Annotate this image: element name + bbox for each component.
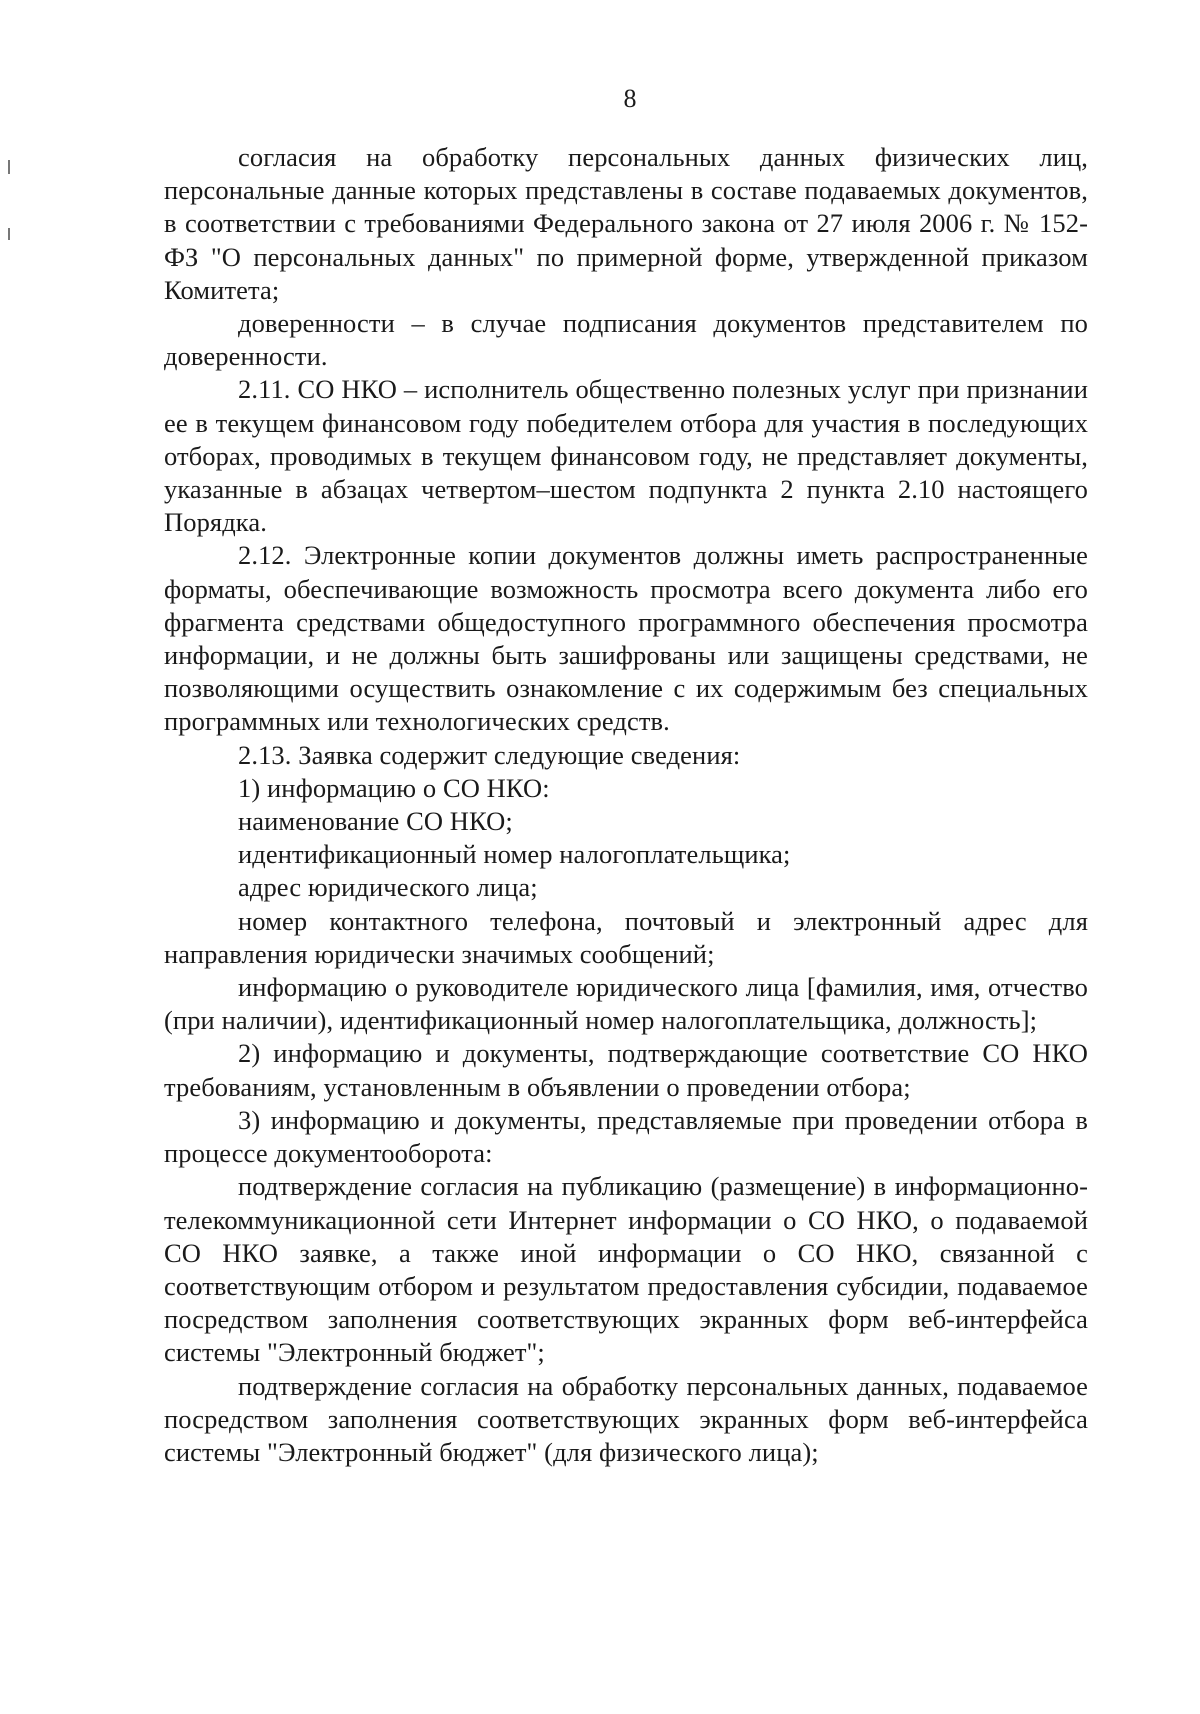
list-item-address: адрес юридического лица; [238, 872, 538, 903]
list-item-publication-consent: подтверждение согласия на публикацию (размещение) в информационно-телекоммуникационной сети Интернет информации о СО НКО, о подаваемой СО НКО заявке, а также иной информации о СО НКО, связанной с соответствующим отбором и результатом предоставления субсидии, подаваемое посредством заполнения соответствующих экранных форм веб-интерфейса системы "Электронный бюджет"; [164, 1171, 1088, 1368]
paragraph-2-12: 2.12. Электронные копии документов должны иметь распространенные форматы, обеспечивающие возможность просмотра всего документа либо его фрагмента средствами общедоступного программного обеспечения просмотра информации, и не должны быть зашифрованы или защищены средствами, не позволяющими осуществить ознакомление с их содержимым без специальных программных или технологических средств. [164, 540, 1088, 737]
scan-margin-mark [8, 160, 10, 174]
paragraph-consent-personal-data: согласия на обработку персональных данных физических лиц, персональные данные которых представлены в составе подаваемых документов, в соответствии с требованиями Федерального закона от 27 июля 2006 г. № 152-ФЗ "О персональных данных" по примерной форме, утвержденной приказом Комитета; [164, 142, 1088, 305]
list-item-inn: идентификационный номер налогоплательщика; [238, 839, 791, 870]
scan-margin-mark [8, 228, 10, 240]
paragraph-power-of-attorney: доверенности – в случае подписания документов представителем по доверенности. [164, 308, 1088, 372]
list-item-3: 3) информацию и документы, представляемые при проведении отбора в процессе документооборота: [164, 1104, 1088, 1169]
paragraph-2-11: 2.11. СО НКО – исполнитель общественно полезных услуг при признании ее в текущем финансовом году победителем отбора для участия в последующих отборах, проводимых в текущем финансовом году, не представляет документы, указанные в абзацах четвертом–шестом подпункта 2 пункта 2.10 настоящего Порядка. [164, 374, 1088, 538]
list-item-1: 1) информацию о СО НКО: [238, 772, 550, 803]
list-item-head-info: информацию о руководителе юридического лица [фамилия, имя, отчество (при наличии), идентификационный номер налогоплательщика, должность]; [164, 972, 1088, 1036]
list-item-contacts: номер контактного телефона, почтовый и электронный адрес для направления юридически значимых сообщений; [164, 905, 1088, 969]
list-item-personal-data-consent: подтверждение согласия на обработку персональных данных, подаваемое посредством заполнения соответствующих экранных форм веб-интерфейса системы "Электронный бюджет" (для физического лица); [164, 1370, 1088, 1467]
list-item-name: наименование СО НКО; [238, 806, 513, 837]
page-number: 8 [623, 84, 637, 113]
paragraph-2-13: 2.13. Заявка содержит следующие сведения: [238, 739, 741, 770]
list-item-2: 2) информацию и документы, подтверждающие соответствие СО НКО требованиям, установленным в объявлении о проведении отбора; [164, 1038, 1088, 1102]
document-body [164, 141, 1088, 1469]
